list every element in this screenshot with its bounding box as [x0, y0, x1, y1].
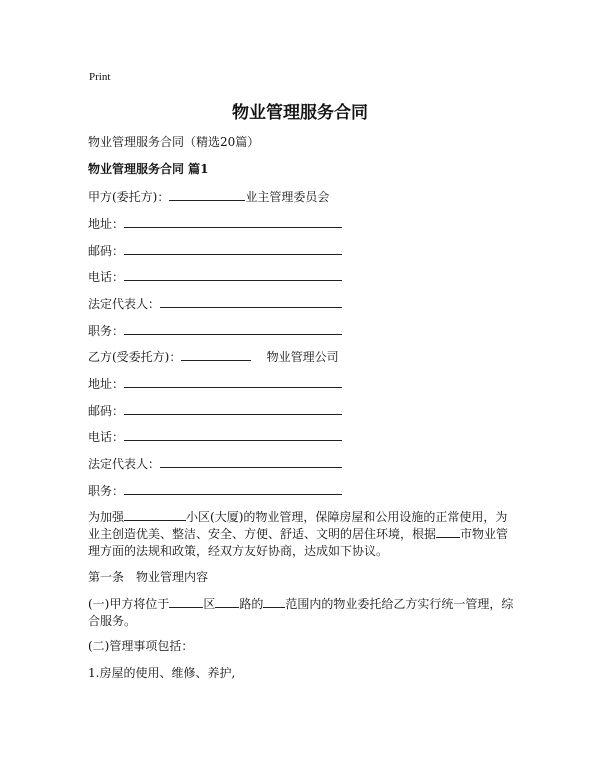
- intro-text-3: 市物业管理方面的法规和政策，经双方友好协商，达成如下协议。: [88, 527, 509, 558]
- clause-1-blank-1: [169, 596, 203, 608]
- party-b-position-label: 职务：: [88, 484, 125, 498]
- party-a-position-line: [88, 322, 342, 340]
- party-a-line: [88, 188, 329, 206]
- party-a-rep-line: [88, 295, 342, 313]
- clause-1-text-3: 路的: [239, 597, 264, 611]
- item-1: 1.房屋的使用、维修、养护,: [88, 666, 236, 680]
- clause-1-text-4: 范围内的物业委托给乙方实行统一管理，综合服务。: [88, 597, 514, 628]
- party-b-postcode-label: 邮码：: [88, 404, 125, 418]
- party-b-blank: [181, 348, 251, 361]
- party-a-address-blank: [124, 215, 342, 228]
- clause-1-text-1: (一)甲方将位于: [88, 597, 170, 611]
- clause-2-title: (二)管理事项包括：: [88, 639, 194, 653]
- party-b-address-blank: [124, 375, 342, 388]
- intro-text-2: 小区(大厦)的物业管理，保障房屋和公用设施的正常使用，为业主创造优美、整洁、安全、方便、舒适、文明的居住环境，根据: [88, 510, 508, 541]
- clause-1-text-2: 区: [203, 597, 216, 611]
- party-b-address-line: [88, 375, 342, 393]
- party-a-position-label: 职务：: [88, 324, 125, 338]
- party-a-rep-blank: [160, 295, 342, 308]
- intro-text-1: 为加强: [88, 510, 125, 524]
- party-b-postcode-blank: [124, 402, 342, 415]
- party-b-label: 乙方(受委托方)：: [88, 350, 182, 364]
- party-a-phone-blank: [124, 268, 342, 281]
- party-b-phone-line: [88, 428, 342, 446]
- party-b-postcode-line: [88, 402, 342, 420]
- clause-1-paragraph: [88, 596, 518, 630]
- party-b-phone-blank: [124, 428, 342, 441]
- party-a-postcode-blank: [124, 242, 342, 255]
- party-a-phone-label: 电话：: [88, 270, 125, 284]
- document-subtitle: 物业管理服务合同（精选20篇）: [88, 135, 260, 149]
- party-b-line: [88, 348, 339, 366]
- intro-paragraph: [88, 509, 518, 560]
- party-a-phone-line: [88, 268, 342, 286]
- clause-1-blank-3: [263, 596, 285, 608]
- party-a-rep-label: 法定代表人：: [88, 297, 161, 311]
- intro-blank-1: [124, 509, 186, 521]
- party-a-blank: [169, 188, 245, 201]
- party-b-suffix: 物业管理公司: [266, 350, 339, 364]
- section-title: 物业管理服务合同 篇1: [88, 162, 209, 176]
- article-1-title: 第一条 物业管理内容: [88, 570, 209, 584]
- clause-1-blank-2: [215, 596, 239, 608]
- party-a-suffix: 业主管理委员会: [245, 190, 330, 204]
- party-a-label: 甲方(委托方)：: [88, 190, 170, 204]
- party-b-position-blank: [124, 482, 342, 495]
- party-b-address-label: 地址：: [88, 377, 125, 391]
- party-a-address-label: 地址：: [88, 217, 125, 231]
- party-a-address-line: [88, 215, 342, 233]
- party-b-phone-label: 电话：: [88, 430, 125, 444]
- party-b-position-line: [88, 482, 342, 500]
- print-link[interactable]: Print: [89, 71, 111, 83]
- party-a-postcode-line: [88, 242, 342, 260]
- party-b-rep-label: 法定代表人：: [88, 457, 161, 471]
- party-a-position-blank: [124, 322, 342, 335]
- document-title: 物业管理服务合同: [232, 103, 368, 123]
- party-b-rep-blank: [160, 455, 342, 468]
- party-b-rep-line: [88, 455, 342, 473]
- intro-blank-2: [436, 526, 460, 538]
- party-a-postcode-label: 邮码：: [88, 244, 125, 258]
